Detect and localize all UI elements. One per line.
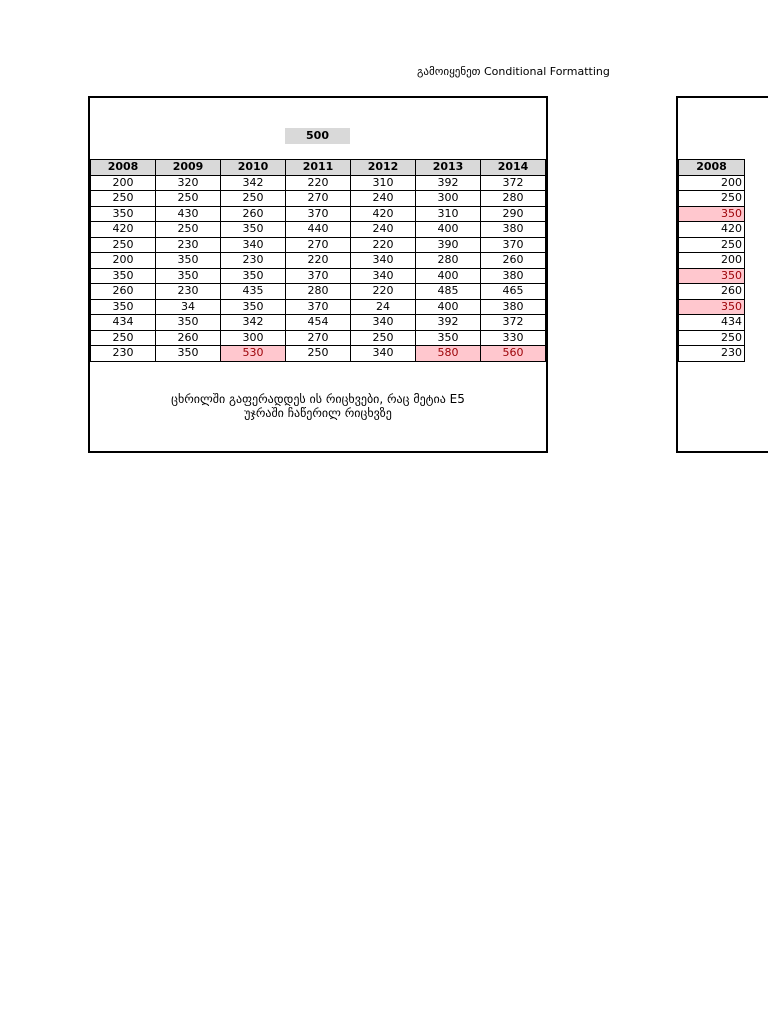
table-cell[interactable]: 350 <box>156 346 221 362</box>
table-cell[interactable]: 200 <box>679 175 745 191</box>
table-row <box>91 191 546 207</box>
table-cell[interactable]: 270 <box>286 330 351 346</box>
data-table-body <box>91 175 546 361</box>
table-cell[interactable]: 320 <box>156 175 221 191</box>
table-cell[interactable]: 380 <box>481 268 546 284</box>
table-cell[interactable]: 350 <box>156 253 221 269</box>
caption-line: ცხრილში გაფერადდეს ის რიცხვები, რაც მეტია E5 <box>171 392 465 406</box>
table-row <box>679 268 745 284</box>
header-row <box>91 160 546 176</box>
table-cell[interactable]: 560 <box>481 346 546 362</box>
table-cell[interactable]: 270 <box>286 191 351 207</box>
table-cell[interactable]: 260 <box>156 330 221 346</box>
table-cell[interactable]: 434 <box>679 315 745 331</box>
table-cell[interactable]: 250 <box>351 330 416 346</box>
table-cell[interactable]: 350 <box>416 330 481 346</box>
table-cell[interactable]: 370 <box>481 237 546 253</box>
column-header[interactable]: 2010 <box>221 160 286 176</box>
table-cell[interactable]: 454 <box>286 315 351 331</box>
table-cell[interactable]: 260 <box>481 253 546 269</box>
result-panel <box>676 96 768 453</box>
table-cell[interactable]: 350 <box>156 315 221 331</box>
table-cell[interactable]: 440 <box>286 222 351 238</box>
table-cell[interactable]: 400 <box>416 268 481 284</box>
table-cell[interactable]: 250 <box>286 346 351 362</box>
table-cell[interactable]: 340 <box>351 346 416 362</box>
table-cell[interactable]: 400 <box>416 222 481 238</box>
column-header[interactable]: 2013 <box>416 160 481 176</box>
table-row <box>91 253 546 269</box>
table-cell[interactable]: 250 <box>679 191 745 207</box>
table-cell[interactable]: 300 <box>416 191 481 207</box>
column-header[interactable]: 2008 <box>91 160 156 176</box>
table-cell[interactable]: 24 <box>351 299 416 315</box>
table-cell[interactable]: 420 <box>91 222 156 238</box>
table-cell[interactable]: 230 <box>221 253 286 269</box>
table-cell[interactable]: 260 <box>91 284 156 300</box>
table-cell[interactable]: 34 <box>156 299 221 315</box>
table-cell[interactable]: 370 <box>286 268 351 284</box>
table-row <box>679 330 745 346</box>
table-cell[interactable]: 290 <box>481 206 546 222</box>
table-cell[interactable]: 350 <box>679 299 745 315</box>
table-cell[interactable]: 392 <box>416 175 481 191</box>
table-row <box>91 299 546 315</box>
table-row <box>91 222 546 238</box>
table-cell[interactable]: 370 <box>286 206 351 222</box>
table-cell[interactable]: 250 <box>156 191 221 207</box>
task-caption <box>110 392 526 420</box>
table-cell[interactable]: 250 <box>221 191 286 207</box>
table-cell[interactable]: 220 <box>351 284 416 300</box>
table-cell[interactable]: 340 <box>351 268 416 284</box>
threshold-cell[interactable]: 500 <box>285 128 350 144</box>
table-cell[interactable]: 390 <box>416 237 481 253</box>
table-cell[interactable]: 250 <box>156 222 221 238</box>
table-cell[interactable]: 350 <box>679 206 745 222</box>
column-header[interactable]: 2012 <box>351 160 416 176</box>
table-cell[interactable]: 230 <box>156 237 221 253</box>
table-cell[interactable]: 435 <box>221 284 286 300</box>
table-row <box>91 175 546 191</box>
table-cell[interactable]: 392 <box>416 315 481 331</box>
table-cell[interactable]: 220 <box>286 253 351 269</box>
table-cell[interactable]: 280 <box>416 253 481 269</box>
table-cell[interactable]: 200 <box>91 175 156 191</box>
table-cell[interactable]: 580 <box>416 346 481 362</box>
table-row <box>91 284 546 300</box>
table-cell[interactable]: 342 <box>221 175 286 191</box>
table-cell[interactable]: 220 <box>286 175 351 191</box>
table-row <box>679 206 745 222</box>
table-cell[interactable]: 350 <box>221 222 286 238</box>
table-row <box>91 206 546 222</box>
exercise-panel <box>88 96 548 453</box>
table-cell[interactable]: 250 <box>679 330 745 346</box>
table-cell[interactable]: 280 <box>286 284 351 300</box>
table-cell[interactable]: 400 <box>416 299 481 315</box>
table-cell[interactable]: 230 <box>679 346 745 362</box>
table-cell[interactable]: 340 <box>221 237 286 253</box>
data-table <box>90 159 546 362</box>
table-cell[interactable]: 420 <box>351 206 416 222</box>
table-cell[interactable]: 372 <box>481 175 546 191</box>
table-row <box>679 315 745 331</box>
table-row <box>91 237 546 253</box>
table-row <box>91 346 546 362</box>
table-row <box>91 330 546 346</box>
table-row <box>679 284 745 300</box>
table-cell[interactable]: 310 <box>416 206 481 222</box>
table-cell[interactable]: 350 <box>221 299 286 315</box>
table-cell[interactable]: 350 <box>91 206 156 222</box>
table-cell[interactable]: 300 <box>221 330 286 346</box>
result-table <box>678 159 745 362</box>
table-cell[interactable]: 485 <box>416 284 481 300</box>
result-table-body <box>679 175 745 361</box>
table-cell[interactable]: 260 <box>679 284 745 300</box>
table-cell[interactable]: 240 <box>351 191 416 207</box>
table-cell[interactable]: 330 <box>481 330 546 346</box>
table-row <box>679 237 745 253</box>
table-cell[interactable]: 350 <box>91 268 156 284</box>
table-cell[interactable]: 380 <box>481 299 546 315</box>
table-row <box>679 346 745 362</box>
table-cell[interactable]: 342 <box>221 315 286 331</box>
table-cell[interactable]: 270 <box>286 237 351 253</box>
instruction-note: გამოიყენეთ Conditional Formatting <box>417 65 610 78</box>
column-header[interactable]: 2014 <box>481 160 546 176</box>
table-cell[interactable]: 530 <box>221 346 286 362</box>
table-cell[interactable]: 200 <box>91 253 156 269</box>
table-cell[interactable]: 350 <box>156 268 221 284</box>
caption-line: უჯრაში ჩაწერილ რიცხვზე <box>244 406 392 420</box>
table-cell[interactable]: 260 <box>221 206 286 222</box>
table-cell[interactable]: 220 <box>351 237 416 253</box>
table-cell[interactable]: 200 <box>679 253 745 269</box>
table-cell[interactable]: 380 <box>481 222 546 238</box>
table-cell[interactable]: 420 <box>679 222 745 238</box>
table-cell[interactable]: 280 <box>481 191 546 207</box>
table-row <box>679 175 745 191</box>
table-cell[interactable]: 350 <box>221 268 286 284</box>
table-row <box>679 222 745 238</box>
table-cell[interactable]: 310 <box>351 175 416 191</box>
table-row <box>91 315 546 331</box>
table-cell[interactable]: 230 <box>91 346 156 362</box>
table-cell[interactable]: 434 <box>91 315 156 331</box>
table-cell[interactable]: 230 <box>156 284 221 300</box>
table-cell[interactable]: 340 <box>351 253 416 269</box>
table-row <box>679 253 745 269</box>
table-cell[interactable]: 250 <box>91 237 156 253</box>
table-row <box>91 268 546 284</box>
table-cell[interactable]: 240 <box>351 222 416 238</box>
table-cell[interactable]: 370 <box>286 299 351 315</box>
table-row <box>679 191 745 207</box>
column-header[interactable]: 2008 <box>679 160 745 176</box>
header-row <box>679 160 745 176</box>
table-cell[interactable]: 340 <box>351 315 416 331</box>
table-row <box>679 299 745 315</box>
table-cell[interactable]: 350 <box>679 268 745 284</box>
table-cell[interactable]: 465 <box>481 284 546 300</box>
table-cell[interactable]: 250 <box>91 330 156 346</box>
table-cell[interactable]: 372 <box>481 315 546 331</box>
table-cell[interactable]: 250 <box>679 237 745 253</box>
table-cell[interactable]: 350 <box>91 299 156 315</box>
table-cell[interactable]: 250 <box>91 191 156 207</box>
table-cell[interactable]: 430 <box>156 206 221 222</box>
column-header[interactable]: 2009 <box>156 160 221 176</box>
column-header[interactable]: 2011 <box>286 160 351 176</box>
